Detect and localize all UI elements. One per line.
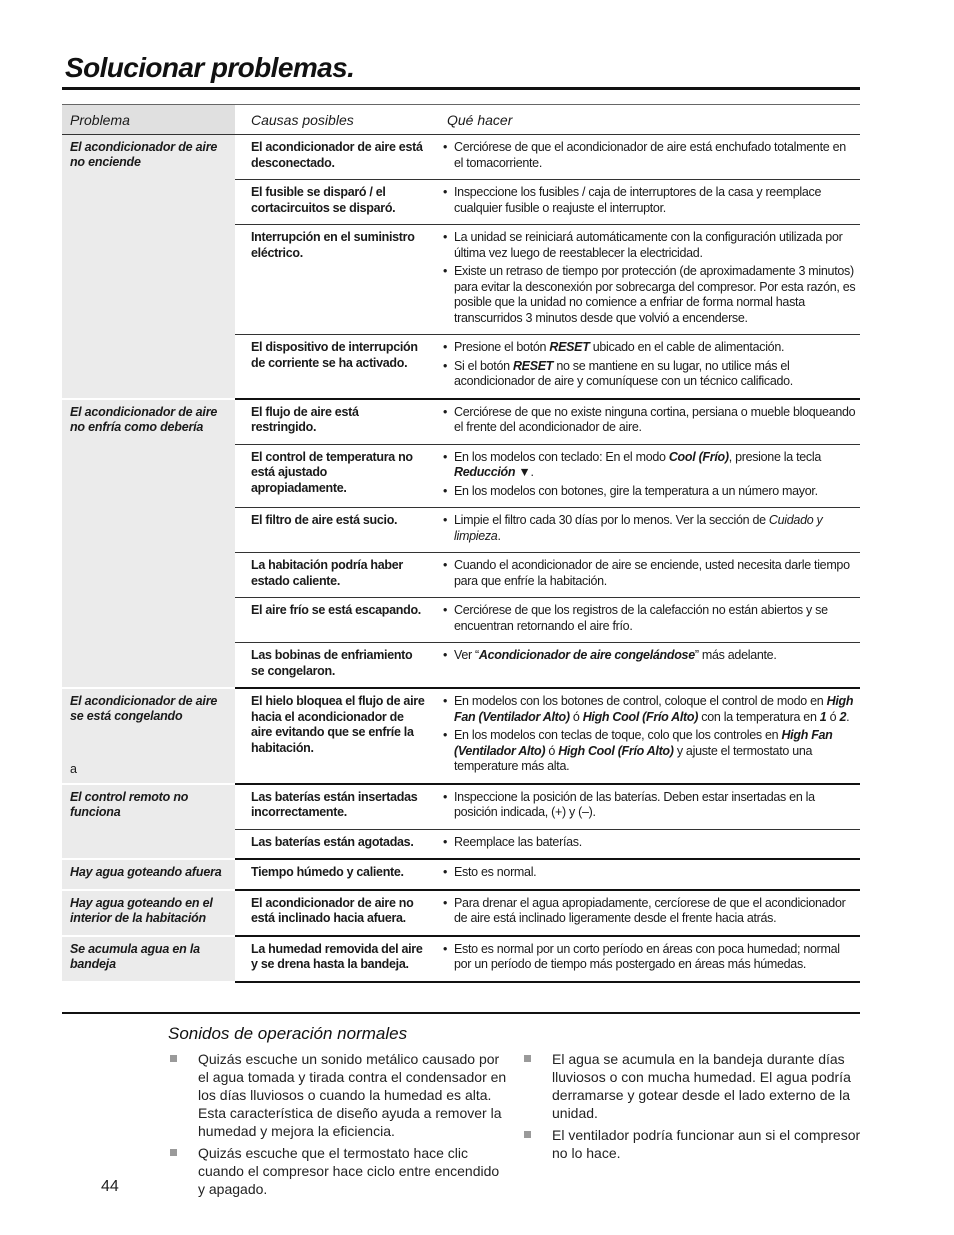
sound-text: Quizás escuche que el termostato hace clic cuando el compresor hace ciclo entre encendido y apagado. [198,1145,500,1197]
fix-text: ó [545,743,559,758]
fix-text: ó [826,709,840,724]
problem-cell [62,859,235,890]
cause-cell: El control de temperatura no está ajustado apropiadamente. [235,444,431,508]
fix-item [443,835,858,851]
problem-cell [62,936,235,982]
fix-text: Esto es normal por un corto período en áreas con poca humedad; normal por un período de tiempo más postergado en áreas más húmedas. [454,941,840,971]
fix-text: Ver “ [454,648,479,662]
table-row [62,135,860,180]
fix-text: ” más adelante. [694,648,777,662]
sound-item [168,1050,508,1140]
fix-cell [431,225,860,335]
fix-cell [431,598,860,643]
fix-text: con la temperatura en [698,709,820,724]
table-row [62,936,860,982]
fix-text: Presione el botón [454,340,550,354]
cause-cell: Las baterías están insertadas incorrectamente. [235,784,431,830]
cause-cell: El filtro de aire está sucio. [235,508,431,553]
fix-item [443,405,858,436]
table-header-row [62,105,860,135]
sound-item [522,1126,862,1162]
fix-item [443,264,858,326]
fix-text: Si el botón [454,358,513,373]
fix-item [443,484,858,500]
fix-emphasis: Acondicionador de aire congelándose [478,648,695,662]
fix-list [443,694,858,775]
fix-emphasis: Reducción [454,465,516,479]
sounds-title: Sonidos de operación normales [168,1024,408,1043]
fix-emphasis: 1 [819,709,827,724]
fix-list [443,835,858,851]
problem-cell [62,688,235,784]
fix-list [443,513,858,544]
fix-cell [431,399,860,445]
header-causes: Causas posibles [235,105,431,135]
fix-list [443,140,858,171]
fix-text: Cerciórese de que los registros de la calefacción no están abiertos y se encuentran retornando el aire frío. [454,603,828,633]
cause-cell: El hielo bloquea el flujo de aire hacia el acondicionador de aire evitando que se enfríe la habitación. [235,688,431,784]
fix-list [443,340,858,390]
fix-text: , presione la tecla [728,449,821,464]
fix-cell [431,553,860,598]
fix-text: Existe un retraso de tiempo por protección (de aproximadamente 3 minutos) para evitar la desconexión por sobrecarga del compresor. Por esta razón, es posible que la unidad no comience a enfriar de forma normal hasta transcurridos 3 minutos desde que volvió a encenderse. [454,264,856,325]
table-row [62,890,860,936]
troubleshooting-table [62,104,860,983]
fix-emphasis: High Fan (Ventilador Alto) [454,728,833,758]
fix-cell [431,508,860,553]
fix-text: ▼. [515,465,534,479]
fix-text: no se mantiene en su lugar, no utilice más el acondicionador de aire y comuníquese con un técnico calificado. [454,358,793,388]
fix-item [443,896,858,927]
problem-cell [62,890,235,936]
fix-item [443,513,858,544]
fix-item [443,558,858,589]
problem-text: El acondicionador de aire no enciende [70,140,218,169]
sound-item [168,1144,508,1198]
fix-text: Reemplace las baterías. [454,834,582,849]
fix-cell [431,180,860,225]
fix-italic: Cuidado y limpieza [454,513,823,543]
problem-text: Se acumula agua en la bandeja [70,941,200,971]
fix-emphasis: Cool (Frío) [668,449,729,464]
cause-cell: El aire frío se está escapando. [235,598,431,643]
problem-mark: a [70,761,77,776]
fix-cell [431,335,860,399]
sound-text: El agua se acumula en la bandeja durante días lluviosos o con mucha humedad. El agua podría derramarse y gotear desde el lado externo de la unidad. [552,1051,851,1121]
problem-cell [62,135,235,399]
fix-emphasis: RESET [512,358,554,373]
sound-item [522,1050,862,1122]
fix-list [443,942,858,973]
fix-cell [431,829,860,859]
fix-text: Para drenar el agua apropiadamente, cercíorese de que el acondicionador de aire está inclinado ligeramente desde el frente hacia atrás. [454,895,846,925]
cause-cell: El acondicionador de aire no está inclinado hacia afuera. [235,890,431,936]
fix-item [443,185,858,216]
fix-list [443,405,858,436]
sounds-right-column [522,1050,862,1166]
fix-text: . [846,709,850,724]
cause-cell: El flujo de aire está restringido. [235,399,431,445]
fix-text: Cerciórese de que no existe ninguna cortina, persiana o mueble bloqueando el frente del acondicionador de aire. [454,404,856,434]
section-rule [62,1012,860,1014]
fix-emphasis: High Cool (Frío Alto) [558,743,674,758]
problem-text: El acondicionador de aire se está congelando [70,694,218,723]
sound-text: El ventilador podría funcionar aun si el compresor no lo hace. [552,1127,861,1161]
sound-text: Quizás escuche un sonido metálico causado por el agua tomada y tirada contra el condensador en los días lluviosos o cuando la humedad es alta. Esta característica de diseño ayuda a remover la humedad y mejora la eficiencia. [198,1051,507,1139]
fix-text: ó [569,709,583,724]
square-bullet-icon [170,1149,177,1156]
fix-text: . [497,528,501,543]
fix-item [443,648,858,664]
square-bullet-icon [524,1055,531,1062]
fix-cell [431,890,860,936]
cause-cell: La humedad removida del aire y se drena hasta la bandeja. [235,936,431,982]
cause-cell: El fusible se disparó / el cortacircuitos se disparó. [235,180,431,225]
fix-text: La unidad se reiniciará automáticamente con la configuración utilizada por última vez luego de reestablecer la electricidad. [454,230,843,260]
fix-text: En modelos con los botones de control, coloque el control de modo en [454,694,827,708]
fix-item [443,865,858,881]
fix-item [443,694,858,725]
table-row [62,859,860,890]
square-bullet-icon [170,1055,177,1062]
problem-text: Hay agua goteando en el interior de la habitación [70,895,213,925]
fix-cell [431,444,860,508]
fix-list [443,896,858,927]
fix-emphasis: High Cool (Frío Alto) [582,709,699,724]
fix-list [443,185,858,216]
cause-cell: Tiempo húmedo y caliente. [235,859,431,890]
cause-cell: El dispositivo de interrupción de corriente se ha activado. [235,335,431,399]
fix-text: Cuando el acondicionador de aire se enciende, usted necesita darle tiempo para que enfríe la habitación. [454,558,850,588]
fix-list [443,450,858,500]
fix-list [443,230,858,326]
square-bullet-icon [524,1131,531,1138]
fix-cell [431,859,860,890]
page-number: 44 [101,1178,119,1195]
fix-emphasis: RESET [549,340,590,354]
fix-emphasis: High Fan (Ventilador Alto) [454,694,854,724]
fix-item [443,603,858,634]
fix-text: Esto es normal. [454,865,537,879]
page-title: Solucionar problemas. [65,52,355,83]
problem-text: El control remoto no funciona [70,789,189,819]
fix-text: y ajuste el termostato una temperature más alta. [454,743,813,773]
fix-cell [431,643,860,689]
title-rule [62,87,860,90]
cause-cell: La habitación podría haber estado caliente. [235,553,431,598]
fix-cell [431,936,860,982]
fix-text: En los modelos con teclado: En el modo [454,449,669,464]
table-row [62,399,860,445]
fix-list [443,558,858,589]
fix-item [443,790,858,821]
fix-text: ubicado en el cable de alimentación. [589,340,785,354]
fix-text: En los modelos con botones, gire la temperatura a un número mayor. [454,483,818,498]
sounds-left-column [168,1050,508,1202]
fix-item [443,728,858,775]
fix-list [443,790,858,821]
fix-list [443,865,858,881]
fix-item [443,359,858,390]
cause-cell: Las baterías están agotadas. [235,829,431,859]
table-row [62,784,860,830]
fix-cell [431,784,860,830]
cause-cell: Las bobinas de enfriamiento se congelaron. [235,643,431,689]
fix-item [443,450,858,481]
fix-item [443,140,858,171]
fix-list [443,648,858,664]
fix-list [443,603,858,634]
fix-item [443,230,858,261]
problem-cell [62,784,235,860]
fix-text: Limpie el filtro cada 30 días por lo menos. Ver la sección de [454,513,769,527]
fix-text: Inspeccione la posición de las baterías. Deben estar insertadas en la posición indicada, (+) y (–). [454,789,815,819]
table-row [62,688,860,784]
fix-cell [431,135,860,180]
fix-item [443,340,858,356]
cause-cell: El acondicionador de aire está desconectado. [235,135,431,180]
fix-text: Inspeccione los fusibles / caja de interruptores de la casa y reemplace cualquier fusible o reajuste el interruptor. [454,185,822,215]
problem-text: Hay agua goteando afuera [70,865,222,879]
fix-item [443,942,858,973]
problem-cell [62,399,235,689]
fix-emphasis: 2 [839,709,847,724]
header-problem: Problema [62,105,235,135]
cause-cell: Interrupción en el suministro eléctrico. [235,225,431,335]
header-what-to-do: Qué hacer [431,105,860,135]
fix-text: En los modelos con teclas de toque, colo que los controles en [454,728,782,742]
fix-text: Cerciórese de que el acondicionador de aire está enchufado totalmente en el tomacorriente. [454,140,846,170]
fix-cell [431,688,860,784]
problem-text: El acondicionador de aire no enfría como debería [70,404,218,434]
